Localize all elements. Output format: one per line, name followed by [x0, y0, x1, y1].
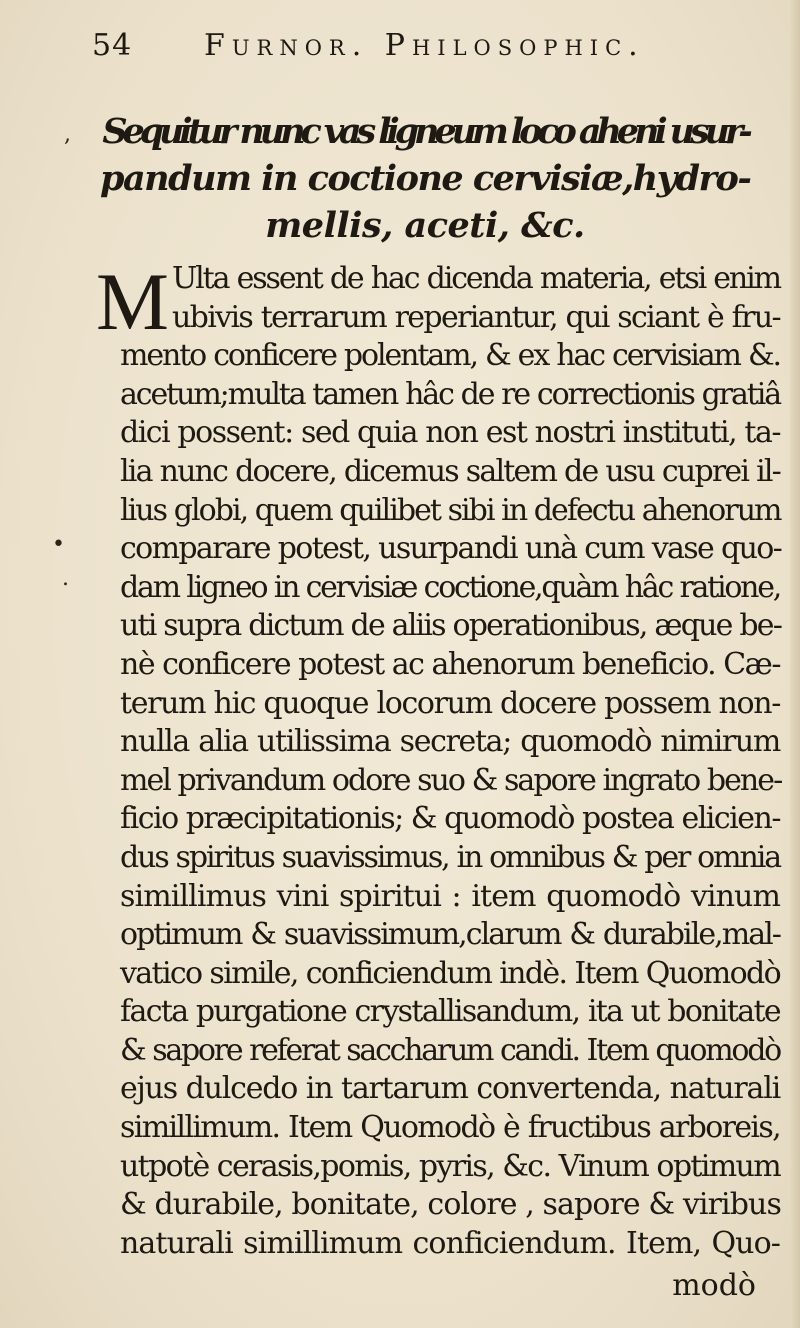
text-line: & sapore referat saccharum candi. Item quomodò — [120, 1032, 780, 1068]
margin-mark: , — [64, 122, 71, 147]
section-title-line: Sequitur nunc vas ligneum loco aheni usur- — [102, 111, 748, 152]
body-paragraph — [120, 260, 780, 1263]
section-title-line: pandum in coctione cervisiæ,hydro- — [100, 158, 751, 199]
text-line: dici possent: sed quia non est nostri instituti, ta- — [120, 415, 780, 451]
text-line: lia nunc docere, dicemus saltem de usu cuprei il- — [120, 453, 780, 489]
text-line: dam ligneo in cervisiæ coctione,quàm hâc ratione, — [120, 569, 780, 605]
text-line: ficio præcipitationis; & quomodò postea elicien- — [120, 801, 780, 837]
text-line: Ulta essent de hac dicenda materia, etsi enim — [172, 261, 780, 296]
text-line: nè conficere potest ac ahenorum beneficio. Cæ- — [120, 646, 780, 682]
text-line: facta purgatione crystallisandum, ita ut bonitate — [120, 994, 780, 1030]
text-line: vatico simile, conficiendum indè. Item Quomodò — [120, 955, 780, 991]
drop-cap-initial: M — [96, 256, 169, 347]
margin-mark: . — [62, 566, 69, 591]
text-line: lius globi, quem quilibet sibi in defectu ahenorum — [120, 492, 781, 528]
text-line: nulla alia utilissima secreta; quomodò nimirum — [120, 724, 780, 760]
text-line: dus spiritus suavissimus, in omnibus & per omnia — [120, 839, 780, 875]
text-line: naturali simillimum conficiendum. Item, Quo- — [120, 1225, 780, 1261]
margin-mark: • — [52, 532, 65, 557]
section-title-line: mellis, aceti, &c. — [265, 205, 585, 246]
section-title — [100, 108, 750, 249]
page-number: 54 — [92, 28, 133, 63]
page-header — [92, 22, 770, 66]
text-line: ubivis terrarum reperiantur, qui sciant è fru- — [172, 299, 780, 335]
text-line: ejus dulcedo in tartarum convertenda, naturali — [120, 1071, 780, 1107]
text-line: mento conficere polentam, & ex hac cervisiam &. — [120, 338, 780, 374]
text-line: utpotè cerasis,pomis, pyris, &c. Vinum optimum — [120, 1148, 780, 1184]
text-line: acetum;multa tamen hâc de re correctionis gratiâ — [120, 376, 780, 412]
catchword: modò — [672, 1268, 756, 1303]
text-line: simillimum. Item Quomodò è fructibus arboreis, — [120, 1110, 780, 1146]
running-head: Furnor. Philosophic. — [204, 28, 645, 63]
text-line: comparare potest, usurpandi unà cum vase quo- — [120, 531, 782, 567]
page-edge — [790, 0, 800, 1328]
text-line: & durabile, bonitate, colore , sapore & viribus — [120, 1187, 781, 1223]
text-line: simillimus vini spiritui : item quomodò vinum — [120, 878, 780, 914]
text-line: terum hic quoque locorum docere possem non- — [120, 685, 780, 721]
text-line: mel privandum odore suo & sapore ingrato bene- — [120, 762, 782, 798]
text-line: optimum & suavissimum,clarum & durabile,mal- — [120, 917, 780, 953]
text-line: uti supra dictum de aliis operationibus, æque be- — [120, 608, 782, 644]
